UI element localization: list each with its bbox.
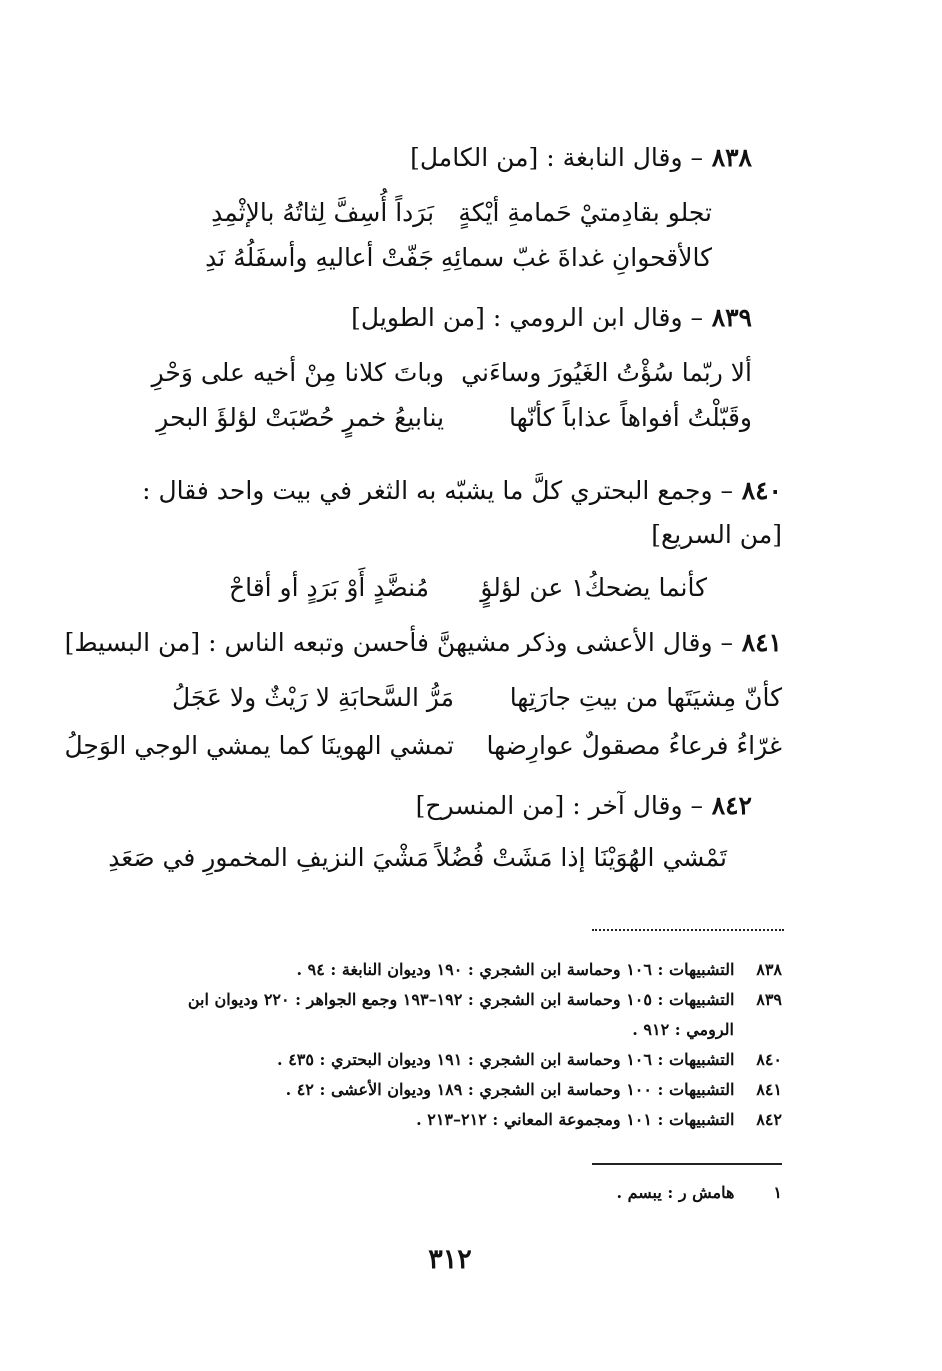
footnote-number: ٨٣٩	[756, 990, 782, 1009]
source-footnote	[277, 1052, 782, 1068]
verse-second-hemistich: جَفّتْ أعاليهِ وأسفَلُهُ نَدِ	[205, 243, 435, 272]
footnote-text: التشبيهات : ١٠٠ وحماسة ابن الشجري : ١٨٩ وديوان الأعشى : ٤٢ .	[285, 1080, 735, 1099]
verse-first-hemistich: كالأقحوانِ غداةَ غبّ سمائِهِ	[440, 243, 712, 272]
verse-second-hemistich: وباتَ كلانا مِنْ أخيه على وَحْرِ	[151, 358, 445, 387]
verse-second-hemistich: مُنضَّدٍ أَوْ بَرَدٍ أو أقاحْ	[228, 573, 430, 602]
marginal-note-text: هامش ر : يبسم .	[616, 1183, 735, 1202]
verse-first-hemistich: ألا ربّما سُؤْتُ الغَيُورَ وساءَني	[461, 358, 752, 387]
footnote-number: ٨٤١	[756, 1080, 782, 1099]
entry-number: ٨٤٢	[711, 791, 752, 820]
footnote-number: ٨٣٨	[756, 960, 782, 979]
verse-first-hemistich: تَمْشي الهُوَيْنَا إذا مَشَتْ فُضُلاً	[435, 843, 727, 872]
verse-line	[134, 685, 782, 710]
entry-number: ٨٤١	[741, 628, 782, 657]
verse-first-hemistich: وقَبّلْتُ أفواهاً عذاباً كأنّها	[509, 403, 752, 432]
footnote-separator	[592, 929, 784, 931]
entry-heading	[416, 793, 752, 818]
verse-second-hemistich: مَرُّ السَّحابَةِ لا رَيْثٌ ولا عَجَلُ	[171, 683, 455, 712]
verse-line	[151, 358, 752, 387]
verse-line	[189, 575, 707, 600]
entry-intro: – وقال آخر : [من المنسرح]	[415, 791, 703, 820]
verse-line	[64, 731, 782, 760]
footnote-text: التشبيهات : ١٠٦ وحماسة ابن الشجري : ١٩٠ وديوان النابغة : ٩٤ .	[296, 960, 735, 979]
entry-heading-continuation	[651, 522, 782, 547]
marginal-note-separator	[592, 1163, 782, 1165]
verse-first-hemistich: كأنما يضحكُ١ عن لؤلؤٍ	[480, 573, 707, 602]
page-number: ٣١٢	[428, 1244, 472, 1275]
entry-heading	[142, 478, 782, 503]
verse-line	[174, 245, 712, 270]
footnote-text: التشبيهات : ١٠٦ وحماسة ابن الشجري : ١٩١ وديوان البحتري : ٤٣٥ .	[277, 1050, 735, 1069]
entry-heading	[65, 630, 782, 655]
footnote-number: ٨٤٠	[756, 1050, 782, 1069]
entry-heading	[410, 145, 752, 170]
footnote-text: التشبيهات : ١٠٥ وحماسة ابن الشجري : ١٩٢–١٩٣ وجمع الجواهر : ٢٢٠ وديوان ابن	[187, 990, 735, 1009]
verse-line	[154, 405, 752, 430]
verse-first-hemistich: غرّاءُ فرعاءُ مصقولٌ عوارِضها	[486, 731, 782, 760]
verse-first-hemistich: كأنّ مِشيَتَها من بيتِ جارَتِها	[509, 683, 782, 712]
source-footnote	[297, 962, 782, 978]
source-footnote-continuation	[632, 1022, 734, 1038]
entry-number: ٨٣٩	[711, 303, 752, 332]
source-footnote	[286, 1082, 782, 1098]
entry-number: ٨٣٨	[711, 143, 752, 172]
verse-second-hemistich: تمشي الهوينَا كما يمشي الوجي الوَحِلُ	[64, 731, 455, 760]
entry-meter: [من السريع]	[651, 520, 782, 549]
verse-second-hemistich: مَشْيَ النزيفِ المخمورِ في صَعَدِ	[108, 843, 430, 872]
entry-intro: – وجمع البحتري كلَّ ما يشبّه به الثغر في بيت واحد فقال :	[142, 476, 733, 505]
entry-heading	[351, 305, 752, 330]
marginal-note-number: ١	[773, 1183, 782, 1202]
footnote-text: الرومي : ٩١٢ .	[632, 1020, 734, 1039]
entry-intro: – وقال النابغة : [من الكامل]	[410, 143, 703, 172]
verse-second-hemistich: بَرَداً أُسِفَّ لِثاتُهُ بالإثْمِدِ	[211, 198, 435, 227]
footnote-number: ٨٤٢	[756, 1110, 782, 1129]
verse-line	[108, 843, 727, 872]
marginal-note	[616, 1185, 782, 1201]
verse-first-hemistich: تجلو بقادِمتيْ حَمامةِ أيْكةٍ	[458, 198, 712, 227]
source-footnote	[416, 1112, 782, 1128]
entry-intro: – وقال ابن الرومي : [من الطويل]	[351, 303, 703, 332]
entry-intro: – وقال الأعشى وذكر مشيهنَّ فأحسن وتبعه الناس : [من البسيط]	[64, 628, 733, 657]
verse-second-hemistich: ينابيعُ خمرٍ حُصّبَتْ لؤلؤَ البحرِ	[156, 403, 445, 432]
verse-line	[174, 200, 712, 225]
source-footnote	[188, 992, 782, 1008]
footnote-text: التشبيهات : ١٠١ ومجموعة المعاني : ٢١٢–٢١٣ .	[416, 1110, 735, 1129]
entry-number: ٨٤٠	[741, 476, 782, 505]
